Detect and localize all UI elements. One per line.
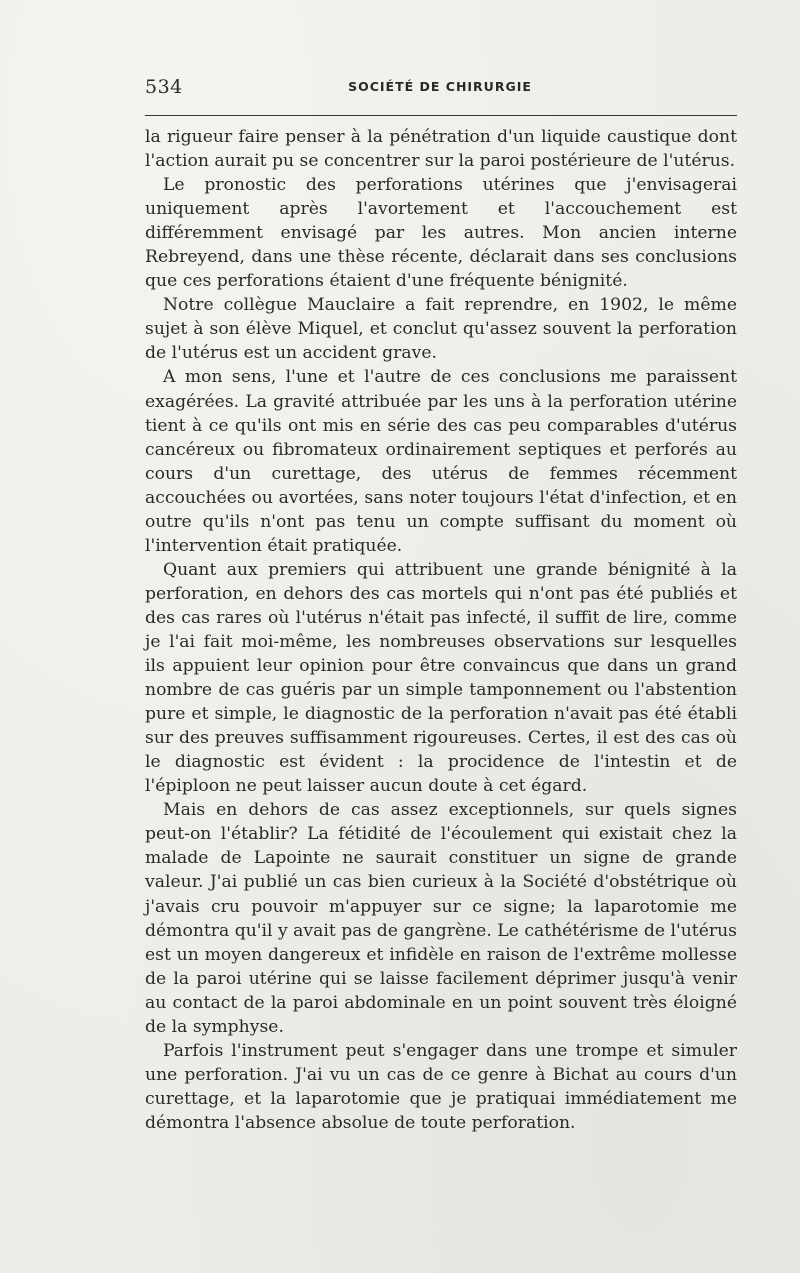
page-number: 534 [145,76,183,98]
journal-title: SOCIÉTÉ DE CHIRURGIE [348,79,532,94]
running-head [145,76,735,102]
paragraph: Mais en dehors de cas assez exceptionnels, sur quels signes peut-on l'établir? La fétidité de l'écoulement qui existait chez la malade de Lapointe ne saurait constituer un signe de grande valeur. J'ai publié un cas bien curieux à la Société d'obstétrique où j'avais cru pouvoir m'appuyer sur ce signe; la laparotomie me démontra qu'il y avait pas de gangrène. Le cathétérisme de l'utérus est un moyen dangereux et infidèle en raison de l'extrême mollesse de la paroi utérine qui se laisse facilement déprimer jusqu'à venir au contact de la paroi abdominale en un point souvent très éloigné de la symphyse. [145,800,737,1037]
paragraph-continued: la rigueur faire penser à la pénétration d'un liquide caustique dont l'action aurait pu se concentrer sur la paroi postérieure de l'utérus. [145,127,737,172]
body-text [145,125,737,1135]
paragraph: A mon sens, l'une et l'autre de ces conclusions me paraissent exagérées. La gravité attribuée par les uns à la perforation utérine tient à ce qu'ils ont mis en série des cas peu comparables d'utérus cancéreux ou fibromateux ordinairement septiques et perforés au cours d'un curettage, des utérus de femmes récemment accouchées ou avortées, sans noter toujours l'état d'infection, et en outre qu'ils n'ont pas tenu un compte suffisant du moment où l'intervention était pratiquée. [145,367,737,556]
paragraph: Parfois l'instrument peut s'engager dans une trompe et simuler une perforation. J'ai vu un cas de ce genre à Bichat au cours d'un curettage, et la laparotomie que je pratiquai immédiatement me démontra l'absence absolue de toute perforation. [145,1040,737,1133]
paragraph: Le pronostic des perforations utérines que j'envisagerai uniquement après l'avortement et l'accouchement est différemment envisagé par les autres. Mon ancien interne Rebreyend, dans une thèse récente, déclarait dans ses conclusions que ces perforations étaient d'une fréquente bénignité. [145,175,737,292]
header-rule [145,115,737,116]
paragraph: Quant aux premiers qui attribuent une grande bénignité à la perforation, en dehors des cas mortels qui n'ont pas été publiés et des cas rares où l'utérus n'était pas infecté, il suffit de lire, comme je l'ai fait moi-même, les nombreuses observations sur lesquelles ils appuient leur opinion pour être convaincus que dans un grand nombre de cas guéris par un simple tamponnement ou l'abstention pure et simple, le diagnostic de la perforation n'avait pas été établi sur des preuves suffisamment rigoureuses. Certes, il est des cas où le diagnostic est évident : la procidence de l'intestin et de l'épiploon ne peut laisser aucun doute à cet égard. [145,559,737,797]
paragraph: Notre collègue Mauclaire a fait reprendre, en 1902, le même sujet à son élève Miquel, et conclut qu'assez souvent la perforation de l'utérus est un accident grave. [145,295,737,364]
